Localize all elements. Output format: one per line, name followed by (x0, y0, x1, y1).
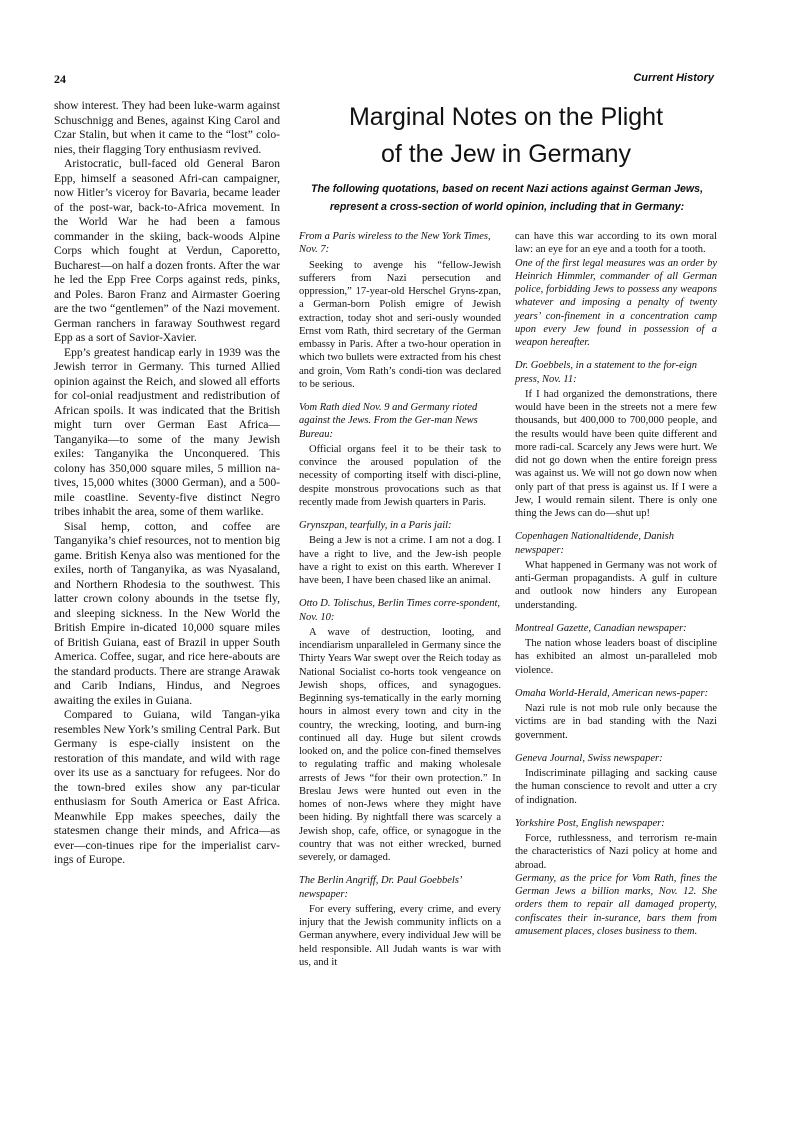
quote-text: Nazi rule is not mob rule only because the victims are in bad standing with the Nazi government. (515, 703, 717, 741)
quote-source: Yorkshire Post, English newspaper: (515, 817, 665, 829)
title-line-2: of the Jew in Germany (380, 140, 632, 168)
left-column (54, 99, 280, 868)
article-title (296, 99, 716, 173)
quote-source: Montreal Gazette, Canadian newspaper: (515, 622, 687, 634)
quote-source: Geneva Journal, Swiss newspaper: (515, 752, 663, 764)
quote-text: For every suffering, every crime, and every injury that the Jewish community inflicts on a German anywhere, every individual Jew will be held responsible. All Judah wants is war with us, and it (299, 903, 501, 968)
quote-continuation: can have this war according to its own moral law: an eye for an eye and a tooth for a tooth. (515, 231, 717, 256)
page-number: 24 (54, 72, 66, 86)
quote-text: A wave of destruction, looting, and incendiarism unparalleled in Germany since the Thirty Years War swept over the Reich today as National Socialist co-horts took vengeance on Jewish shops, offices, and synagogues. Beginning sys-tematically in the early morning hours in almost every town and city in the country, the wrecking, looting, and burn-ing continued all day. Huge but silent crowds looked on, and the police con-fined themselves to regulating traffic and making wholesale arrests of Jews “for their own protection.” In Breslau Jews were hunted out even in the homes of non-Jews where they might have been hiding. By nightfall there was scarcely a Jewish shop, cafe, office, or synagogue in the country that was not either wrecked, burned severely, or damaged. (299, 626, 501, 863)
quote-text: What happened in Germany was not work of anti-German propagandists. A gulf in culture and outlook now hinders any European understanding. (515, 559, 717, 611)
quote-text: Indiscriminate pillaging and sacking cause the human conscience to revolt and utter a cry of indignation. (515, 768, 717, 806)
quote-text: Force, ruthlessness, and terrorism re-main the characteristics of Nazi policy at home and abroad. (515, 833, 717, 871)
quote-source: The Berlin Angriff, Dr. Paul Goebbels’ newspaper: (299, 875, 462, 900)
quote-source: Copenhagen Nationaltidende, Danish newspaper: (515, 531, 674, 556)
quote-source: Dr. Goebbels, in a statement to the for-eign press, Nov. 11: (515, 360, 698, 385)
quote-source: Omaha World-Herald, American news-paper: (515, 687, 709, 699)
title-line-1: Marginal Notes on the Plight (348, 103, 664, 131)
left-paragraph: Aristocratic, bull-faced old General Baron Epp, himself a seasoned Afri-can campaigner, now Hitler’s viceroy for Bavaria, became leader of the post-war, back-to-Africa movement. In the World War he had been a famous commander in the skiing, back-woods Alpine Corps which fought at Verdun, Caporetto, Bucharest—on half a dozen fronts. After the war he led the Epp Free Corps against reds, pinks, and Poles. Baron Franz and Airmaster Goering are the two “gentlemen” of the Nazi movement. German ranchers in faraway Southwest regard Epp as a sort of Savior-Xavier. (54, 157, 280, 344)
left-paragraph: Compared to Guiana, wild Tangan-yika resembles New York’s smiling Central Park. But Germany is espe-cially insistent on the restoration of this mandate, and wild with rage over its use as a sanctuary for refugees. Nor do the town-bred exiles show any par-ticular enthusiasm for South America or East Africa. Meanwhile Epp makes speeches, daily the statesmen change their minds, and Africa—as ever—con-tinues ripe for the imperialist carv-ings of Europe. (54, 708, 280, 866)
magazine-name: Current History (633, 72, 714, 84)
quote-source: Vom Rath died Nov. 9 and Germany rioted against the Jews. From the Ger-man News Bureau: (299, 402, 478, 440)
article-intro: The following quotations, based on recent Nazi actions against German Jews, represent a cross-section of world opinion, including that in Germany: (310, 183, 704, 213)
quote-text: If I had organized the demonstrations, there would have been in the streets not a mere few thousands, but 400,000 to 700,000 people, and the results would have been quite different and more radi-cal. Scarcely any Jews were hurt. We did not go down when the entire foreign press was against us. We will not go down now when only part of that press is against us. If I were a Jew, I would remain silent. There is only one thing the Jews can do—shut up! (515, 388, 717, 519)
himmler-note: One of the first legal measures was an order by Heinrich Himmler, commander of all German police, forbidding Jews to possess any weapons whatever and imposing a penalty of twenty years’ con-finement in a concentration camp upon every Jew found in possession of a weapon hereafter. (515, 257, 717, 348)
left-paragraph: show interest. They had been luke-warm against Schuschnigg and Benes, against King Carol and Czar Stalin, but when it came to the “lost” colo-nies, their flagging Tory enthusiasm revived. (54, 99, 280, 156)
quote-source: Grynszpan, tearfully, in a Paris jail: (299, 520, 452, 531)
quote-text: Being a Jew is not a crime. I am not a dog. I have a right to live, and the Jew-ish people have a right to exist on this earth. Wherever I have been, I have been chased like an animal. (299, 535, 501, 586)
middle-column (299, 230, 501, 969)
left-paragraph: Epp’s greatest handicap early in 1939 was the Jewish terror in Germany. This turned Allied opinion against the Reich, and slowed all efforts for col-onial readjustment and redistribution of African spoils. It was indicated that the British might turn over German East Africa—Tanganyika—to some of the many Jewish exiles: Tanganyika the Unconquered. This colony has 350,000 square miles, 5 million na-tives, 15,000 whites (3000 German), and a 500-mile coastline. Seventy-five distinct Negro tribes inhabit the area, some of them warlike. (54, 345, 280, 518)
right-column (515, 230, 717, 938)
quote-text: Official organs feel it to be their task to convince the aroused population of the necessity of comporting itself with disci-pline, despite monstrous provocations such as that recently made from Jewish quarters in Paris. (299, 443, 501, 508)
closing-note: Germany, as the price for Vom Rath, fines the German Jews a billion marks, Nov. 12. She orders them to repair all damaged property, confiscates their in-surance, bars them from amusement places, closes business to them. (515, 872, 717, 937)
quote-source: From a Paris wireless to the New York Times, Nov. 7: (299, 231, 491, 256)
quote-text: Seeking to avenge his “fellow-Jewish sufferers from Nazi persecution and oppression,” 17-year-old Herschel Gryns-zpan, a German-born Polish emigre of Jewish extraction, today shot and seri-ously wounded Ernst vom Rath, third secretary of the German embassy in Paris. After a two-hour operation in which two bullets were extracted from his chest and groin, Vom Rath’s condi-tion was declared to be serious. (299, 259, 501, 390)
quote-text: The nation whose leaders boast of discipline has exhibited an almost un-paralleled mob violence. (515, 638, 717, 676)
quote-source: Otto D. Tolischus, Berlin Times corre-spondent, Nov. 10: (299, 598, 501, 623)
left-paragraph: Sisal hemp, cotton, and coffee are Tanganyika’s chief resources, not to mention big game. British Kenya also was mentioned for the exiles, north of Tanganyika, as was Nyasaland, and Northern Rhodesia to the southwest. This latter crown colony abounds in the tsetse fly, and sleeping sickness. In the New World the British Empire in-dicated 10,000 square miles of British Guiana, east of Brazil in upper South America. Coffee, sugar, and rice here-abouts are the standard products. There are strange Arawak and Carib Indians, Hindus, and Negroes awaiting the exiles in Guiana. (54, 519, 280, 707)
